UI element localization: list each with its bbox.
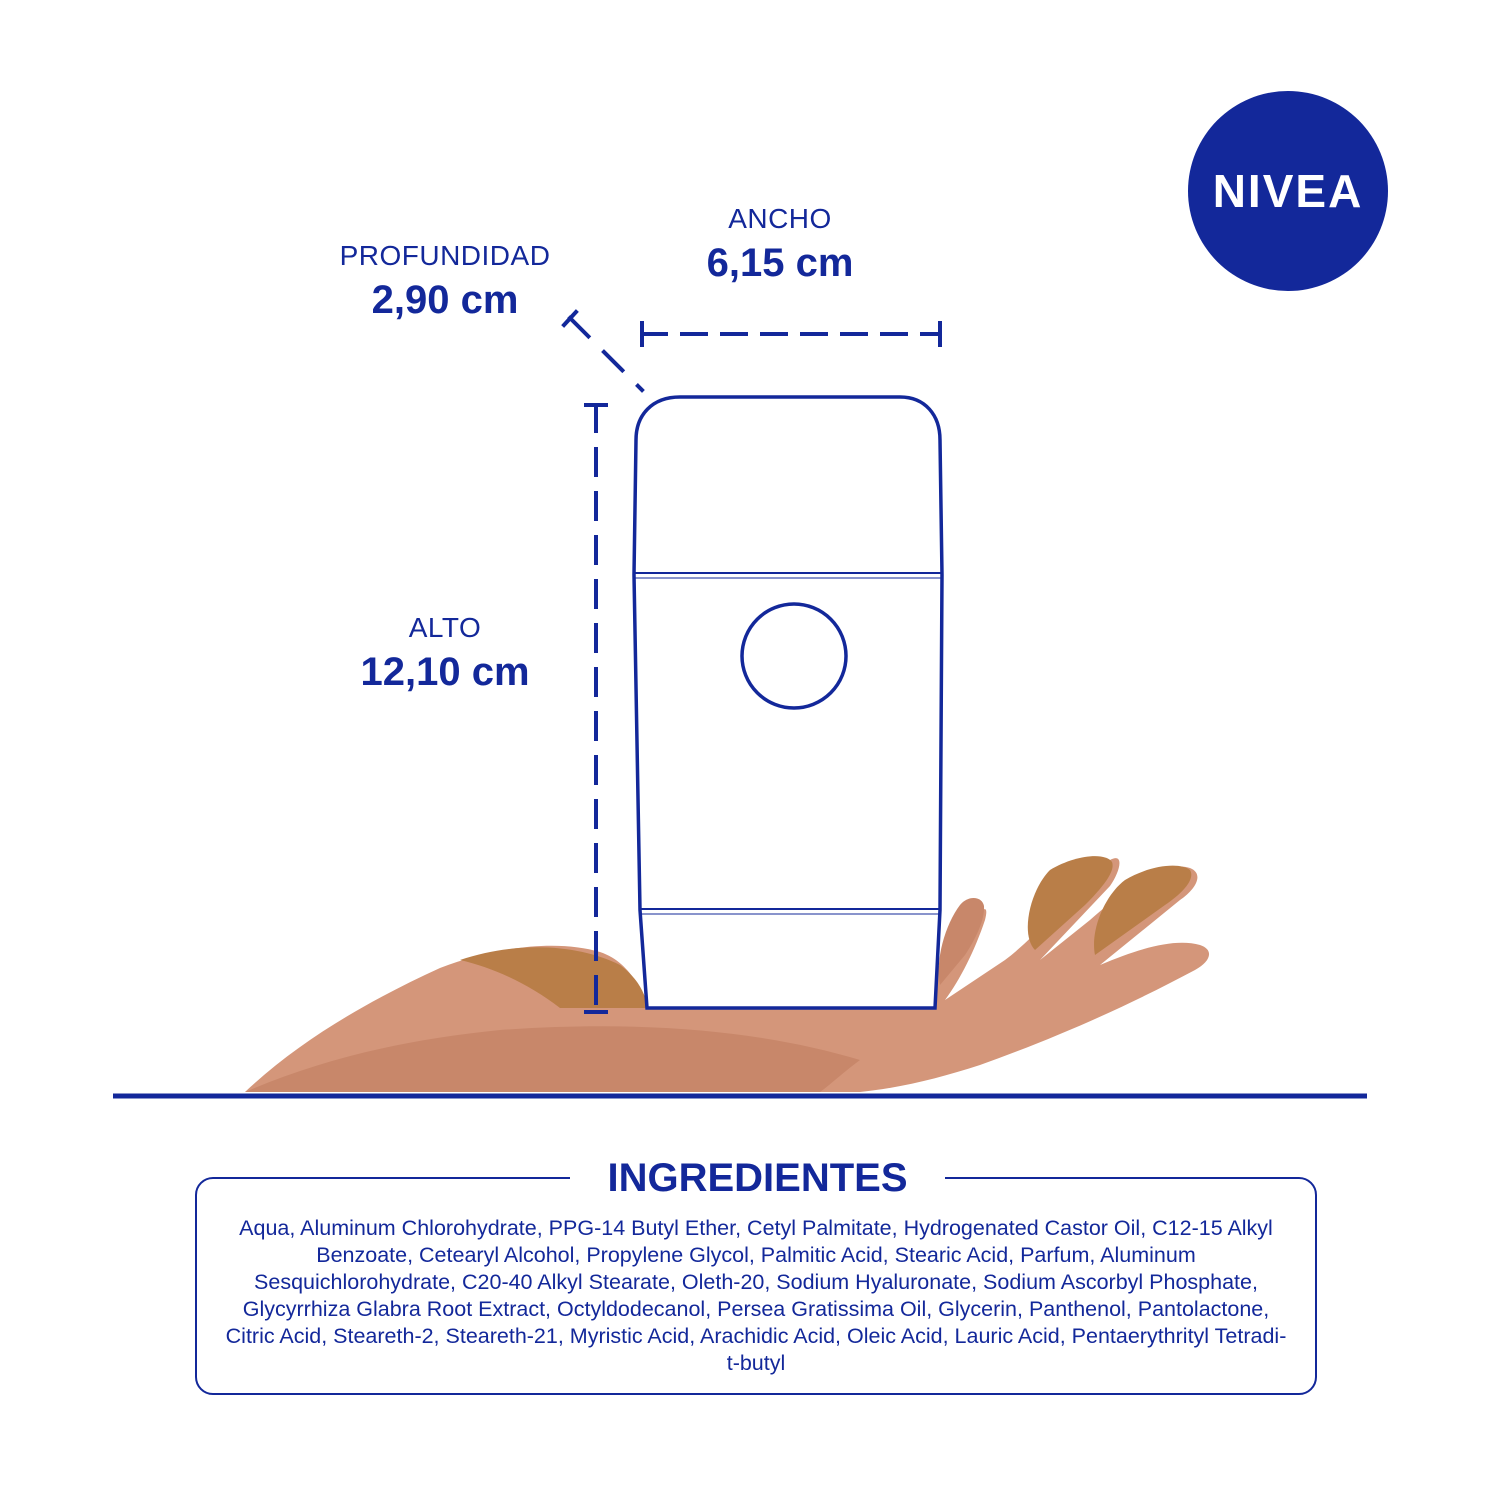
depth-label: PROFUNDIDAD xyxy=(339,240,551,271)
stick-logo-circle xyxy=(742,604,846,708)
deodorant-stick xyxy=(634,397,942,1008)
height-label: ALTO xyxy=(408,612,482,643)
ingredients-text: Aqua, Aluminum Chlorohydrate, PPG-14 Butyl Ether, Cetyl Palmitate, Hydrogenated Castor Oil, C12-15 Alkyl Benzoate, Cetearyl Alcohol, Propylene Glycol, Palmitic Acid, Stearic Acid, Parfum, Aluminum Sesquichlorohydrate, C20-40 Alkyl Stearate, Oleth-20, Sodium Hyaluronate, Sodium Ascorbyl Phosphate, Glycyrrhiza Glabra Root Extract, Octyldodecanol, Persea Gratissima Oil, Glycerin, Panthenol, Pantolactone, Citric Acid, Steareth-2, Steareth-21, Myristic Acid, Arachidic Acid, Oleic Acid, Lauric Acid, Pentaerythrityl Tetradi-t-butyl xyxy=(225,1216,1287,1375)
height-value: 12,10 cm xyxy=(360,650,530,694)
depth-dash-line xyxy=(570,318,642,390)
logo-text: NIVEA xyxy=(1212,165,1364,217)
depth-dimension xyxy=(300,240,590,323)
width-label: ANCHO xyxy=(728,203,832,234)
depth-value: 2,90 cm xyxy=(371,278,519,322)
nivea-logo xyxy=(1188,91,1388,291)
width-dimension xyxy=(640,203,920,286)
width-value: 6,15 cm xyxy=(706,241,854,285)
ingredients-title: INGREDIENTES xyxy=(570,1152,945,1204)
height-dimension xyxy=(330,612,560,695)
